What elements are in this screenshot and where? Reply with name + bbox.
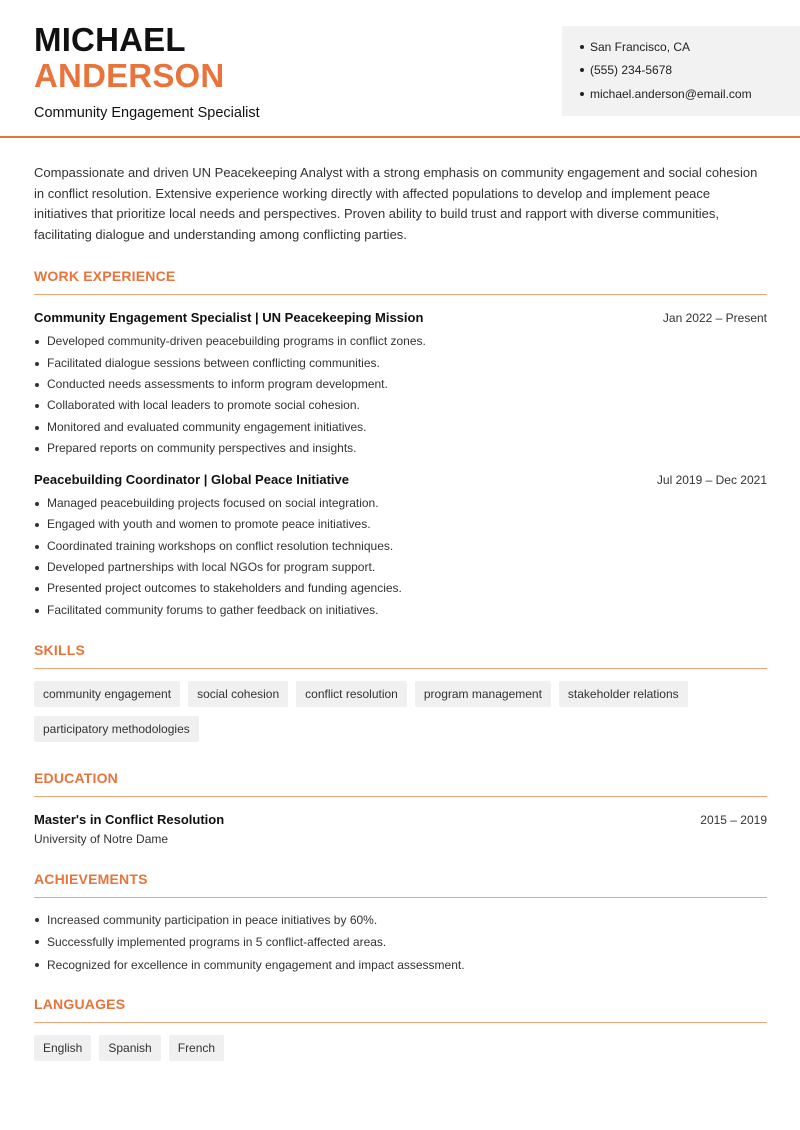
achievement-item: Increased community participation in peace initiatives by 60%. bbox=[34, 909, 767, 932]
languages-section bbox=[34, 996, 767, 1061]
education-section bbox=[34, 770, 767, 846]
job-role: Community Engagement Specialist | UN Peacekeeping Mission bbox=[34, 310, 424, 326]
achievement-item: Successfully implemented programs in 5 conflict-affected areas. bbox=[34, 931, 767, 954]
job-bullet: Facilitated community forums to gather feedback on initiatives. bbox=[34, 600, 767, 621]
resume-header bbox=[0, 0, 800, 138]
skill-chip: participatory methodologies bbox=[34, 716, 199, 742]
education-degree: Master's in Conflict Resolution bbox=[34, 811, 225, 827]
language-chip: Spanish bbox=[99, 1035, 160, 1061]
skills-section bbox=[34, 642, 767, 742]
job-bullet: Facilitated dialogue sessions between conflicting communities. bbox=[34, 353, 767, 374]
job-bullet: Developed community-driven peacebuilding programs in conflict zones. bbox=[34, 331, 767, 352]
email-text: michael.anderson@email.com bbox=[590, 86, 752, 101]
contact-location bbox=[580, 35, 800, 59]
job-header bbox=[34, 310, 767, 325]
job-role: Peacebuilding Coordinator | Global Peace Initiative bbox=[34, 472, 349, 488]
job-dates: Jan 2022 – Present bbox=[662, 311, 767, 326]
first-name: MICHAEL bbox=[34, 21, 186, 58]
job-bullet: Prepared reports on community perspectives and insights. bbox=[34, 438, 767, 459]
section-title-languages: LANGUAGES bbox=[34, 996, 767, 1023]
contact-email bbox=[580, 82, 800, 106]
job-bullet: Developed partnerships with local NGOs for program support. bbox=[34, 557, 767, 578]
skill-chip: community engagement bbox=[34, 681, 180, 707]
skill-chip: conflict resolution bbox=[296, 681, 407, 707]
skills-list bbox=[34, 681, 767, 742]
education-entry bbox=[34, 812, 767, 846]
location-text: San Francisco, CA bbox=[590, 39, 691, 54]
skill-chip: program management bbox=[415, 681, 551, 707]
bullet-icon bbox=[580, 92, 584, 96]
skill-chip: stakeholder relations bbox=[559, 681, 688, 707]
section-title-achievements: ACHIEVEMENTS bbox=[34, 871, 767, 898]
name-block bbox=[34, 22, 260, 121]
languages-list bbox=[34, 1035, 767, 1061]
language-chip: English bbox=[34, 1035, 91, 1061]
job-bullet: Monitored and evaluated community engagement initiatives. bbox=[34, 417, 767, 438]
contact-phone bbox=[580, 59, 800, 83]
job-bullet: Collaborated with local leaders to promote social cohesion. bbox=[34, 395, 767, 416]
bullet-icon bbox=[580, 68, 584, 72]
job-bullet: Coordinated training workshops on conflict resolution techniques. bbox=[34, 536, 767, 557]
last-name: ANDERSON bbox=[34, 57, 225, 94]
job-bullets bbox=[34, 493, 767, 621]
education-school: University of Notre Dame bbox=[34, 831, 169, 846]
resume-body bbox=[34, 163, 767, 1061]
job-bullet: Engaged with youth and women to promote peace initiatives. bbox=[34, 514, 767, 535]
job-title: Community Engagement Specialist bbox=[34, 105, 260, 121]
job-bullet: Presented project outcomes to stakeholders and funding agencies. bbox=[34, 578, 767, 599]
job-dates: Jul 2019 – Dec 2021 bbox=[656, 473, 767, 488]
section-title-education: EDUCATION bbox=[34, 770, 767, 797]
job-bullet: Conducted needs assessments to inform program development. bbox=[34, 374, 767, 395]
work-section bbox=[34, 268, 767, 621]
job-entry bbox=[34, 310, 767, 459]
job-entry bbox=[34, 472, 767, 621]
section-title-work: WORK EXPERIENCE bbox=[34, 268, 767, 295]
summary: Compassionate and driven UN Peacekeeping Analyst with a strong emphasis on community engagement and social cohesion in conflict resolution. Extensive experience working directly with affected populations to develop and implement peace initiatives that prioritize local needs and perspectives. Proven ability to build trust and rapport with diverse communities, facilitating dialogue and understanding among conflicting parties. bbox=[34, 165, 758, 242]
education-dates: 2015 – 2019 bbox=[700, 812, 767, 827]
phone-text: (555) 234-5678 bbox=[590, 63, 673, 78]
language-chip: French bbox=[169, 1035, 224, 1061]
job-bullet: Managed peacebuilding projects focused on social integration. bbox=[34, 493, 767, 514]
job-bullets bbox=[34, 331, 767, 459]
achievements-section bbox=[34, 871, 767, 977]
bullet-icon bbox=[580, 45, 584, 49]
education-header bbox=[34, 812, 767, 827]
section-title-skills: SKILLS bbox=[34, 642, 767, 669]
achievements-list bbox=[34, 909, 767, 977]
contact-box bbox=[562, 26, 800, 116]
skill-chip: social cohesion bbox=[188, 681, 288, 707]
achievement-item: Recognized for excellence in community engagement and impact assessment. bbox=[34, 954, 767, 977]
job-header bbox=[34, 472, 767, 487]
